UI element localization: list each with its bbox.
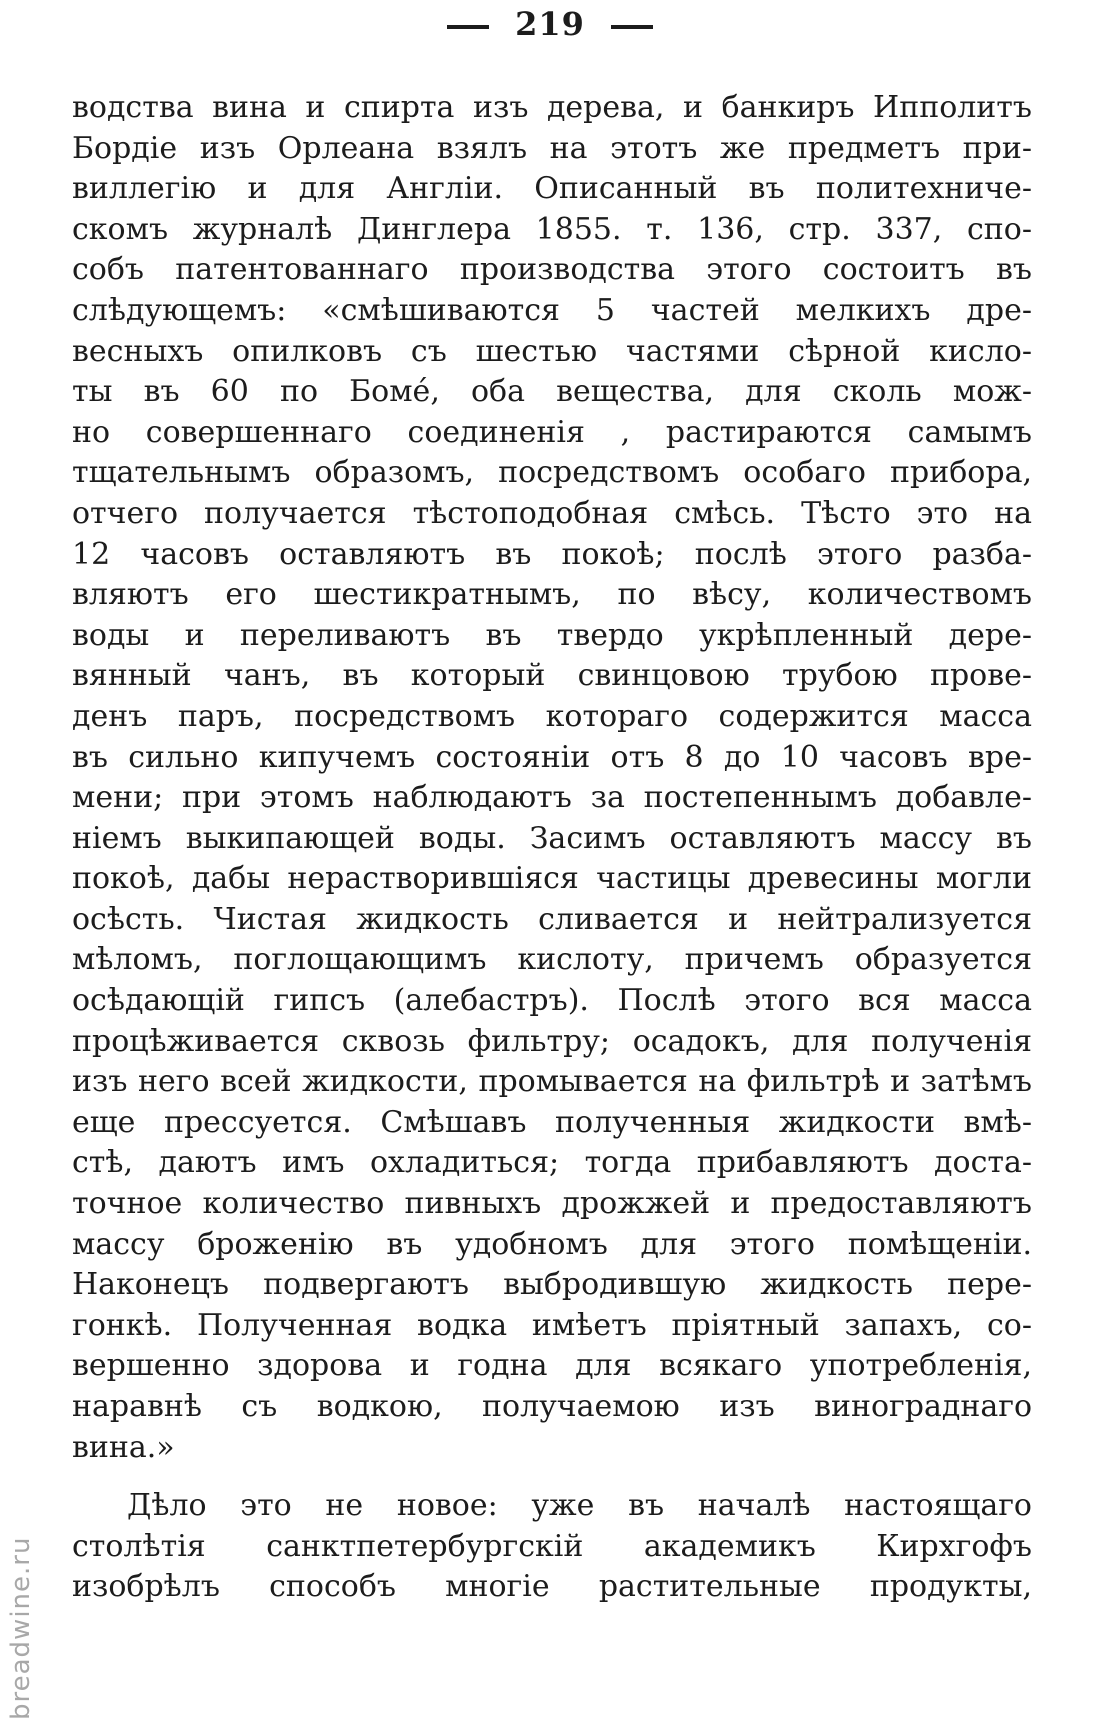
header-dash-right bbox=[611, 25, 653, 29]
paragraph-gap bbox=[72, 1468, 1032, 1486]
text-line: весныхъ опилковъ съ шестью частями сѣрной кисло- bbox=[72, 333, 1032, 369]
text-line: 12 часовъ оставляютъ въ покоѣ; послѣ этого разба- bbox=[72, 536, 1032, 572]
text-line: вляютъ его шестикратнымъ, по вѣсу, количествомъ bbox=[72, 577, 1032, 613]
text-line: гонкѣ. Полученная водка имѣетъ пріятный запахъ, со- bbox=[72, 1307, 1032, 1343]
text-line: отчего получается тѣстоподобная смѣсь. Тѣсто это на bbox=[72, 495, 1032, 531]
text-line: денъ паръ, посредствомъ котораго содержится масса bbox=[72, 698, 1032, 734]
text-line: изъ него всей жидкости, промывается на фильтрѣ и затѣмъ bbox=[72, 1064, 1032, 1100]
text-line: мени; при этомъ наблюдаютъ за постепеннымъ добавле- bbox=[72, 780, 1032, 816]
page-number: 219 bbox=[515, 5, 585, 43]
text-line: тщательнымъ образомъ, посредствомъ особаго прибора, bbox=[72, 455, 1032, 491]
text-line: виллегію и для Англіи. Описанный въ политехниче- bbox=[72, 171, 1032, 207]
paragraph-new bbox=[72, 1486, 1032, 1608]
text-line: воды и переливаютъ въ твердо укрѣпленный дере- bbox=[72, 617, 1032, 653]
text-line: наравнѣ съ водкою, получаемою изъ винограднаго bbox=[72, 1389, 1032, 1424]
text-line: въ сильно кипучемъ состояніи отъ 8 до 10 часовъ вре- bbox=[72, 739, 1032, 775]
text-line: ты въ 60 по Бомé, оба вещества, для сколь мож- bbox=[72, 374, 1032, 410]
text-line: стѣ, даютъ имъ охладиться; тогда прибавляютъ доста- bbox=[72, 1145, 1032, 1181]
text-line: покоѣ, дабы нерастворившіяся частицы древесины могли bbox=[72, 861, 1032, 897]
header-dash-left bbox=[447, 25, 489, 29]
text-line: осѣдающій гипсъ (алебастръ). Послѣ этого вся масса bbox=[72, 983, 1032, 1019]
body-text bbox=[72, 88, 1032, 1608]
text-line: процѣживается сквозь фильтру; осадокъ, для полученія bbox=[72, 1023, 1032, 1059]
text-line: Бордіе изъ Орлеана взялъ на этотъ же предметъ при- bbox=[72, 130, 1032, 166]
page-header bbox=[0, 4, 1100, 44]
text-line-last: вина.» bbox=[72, 1429, 175, 1465]
text-line-indented: Дѣло это не новое: уже въ началѣ настоящаго bbox=[127, 1488, 1032, 1524]
text-line: вершенно здорова и годна для всякаго употребленія, bbox=[72, 1348, 1032, 1384]
text-line: осѣсть. Чистая жидкость сливается и нейтрализуется bbox=[72, 901, 1032, 937]
text-line: изобрѣлъ способъ многіе растительные продукты, bbox=[72, 1569, 1032, 1605]
text-line: скомъ журналѣ Динглера 1855. т. 136, стр. 337, спо- bbox=[72, 211, 1032, 247]
text-line: ніемъ выкипающей воды. Засимъ оставляютъ массу въ bbox=[72, 820, 1032, 856]
text-line: мѣломъ, поглощающимъ кислоту, причемъ образуется bbox=[72, 942, 1032, 978]
text-line: точное количество пивныхъ дрожжей и предоставляютъ bbox=[72, 1186, 1032, 1222]
text-line: Наконецъ подвергаютъ выбродившую жидкость пере- bbox=[72, 1267, 1032, 1303]
text-line: слѣдующемъ: «смѣшиваются 5 частей мелкихъ дре- bbox=[72, 292, 1032, 328]
text-line: собъ патентованнаго производства этого состоитъ въ bbox=[72, 252, 1032, 288]
text-line: столѣтія санктпетербургскій академикъ Кирхгофъ bbox=[72, 1528, 1032, 1564]
text-line: вянный чанъ, въ который свинцовою трубою прове- bbox=[72, 658, 1032, 694]
paragraph-continued bbox=[72, 88, 1032, 1468]
text-line: массу броженію въ удобномъ для этого помѣщеніи. bbox=[72, 1226, 1032, 1262]
text-line: но совершеннаго соединенія , растираются самымъ bbox=[72, 414, 1032, 450]
text-line: водства вина и спирта изъ дерева, и банкиръ Ипполитъ bbox=[72, 90, 1032, 125]
site-watermark: breadwine.ru bbox=[6, 1536, 36, 1720]
text-line: еще прессуется. Смѣшавъ полученныя жидкости вмѣ- bbox=[72, 1104, 1032, 1140]
